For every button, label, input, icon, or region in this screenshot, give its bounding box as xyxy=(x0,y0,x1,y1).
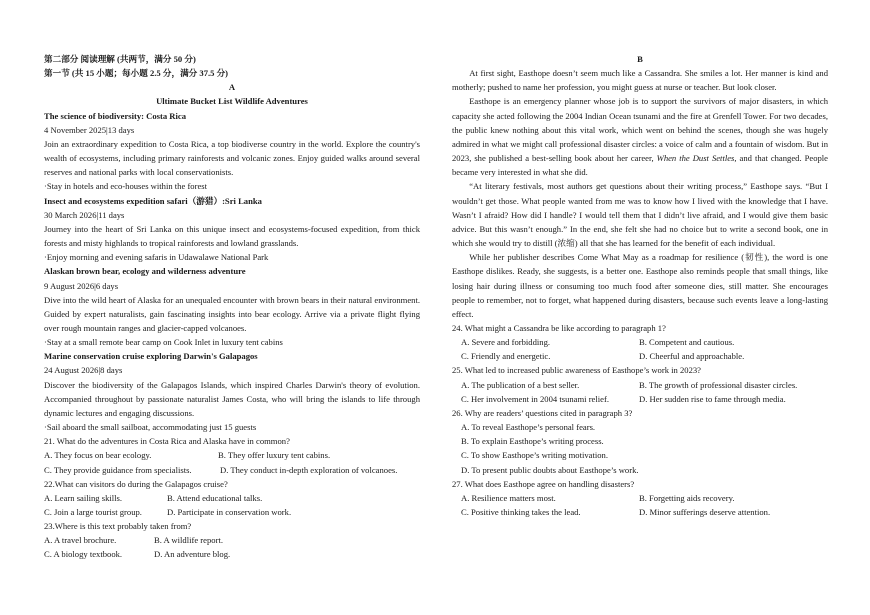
trip-note: ·Sail aboard the small sailboat, accommodating just 15 guests xyxy=(44,422,257,433)
trip-date: 4 November 2025|13 days xyxy=(44,124,135,135)
part-heading: 第二部分 阅读理解 (共两节，满分 50 分) xyxy=(44,54,196,64)
question-26 xyxy=(452,406,828,477)
option-a: A. To reveal Easthope’s personal fears. xyxy=(461,422,596,433)
question-stem: 27. What does Easthope agree on handling disasters? xyxy=(452,478,635,489)
option-a: A. They focus on bear ecology. xyxy=(44,450,152,461)
option-c: C. Her involvement in 2004 tsunami relief. xyxy=(461,393,609,404)
option-b: B. A wildlife report. xyxy=(154,535,223,546)
question-stem: 26. Why are readers’ questions cited in paragraph 3? xyxy=(452,407,633,418)
option-d: D. Participate in conservation work. xyxy=(167,507,292,517)
trip-note: ·Stay at a small remote bear camp on Cook Inlet in luxury tent cabins xyxy=(44,337,283,348)
option-a: A. Resilience matters most. xyxy=(461,492,556,503)
question-stem: 23.Where is this text probably taken from? xyxy=(44,521,192,532)
passage-a-title: Ultimate Bucket List Wildlife Adventures xyxy=(156,96,308,107)
option-b: B. The growth of professional disaster circles. xyxy=(639,379,798,390)
option-b: B. To explain Easthope’s writing process. xyxy=(461,436,604,447)
question-22 xyxy=(44,477,420,519)
book-title: When the Dust Settles xyxy=(656,153,735,164)
question-23 xyxy=(44,519,420,561)
trip-galapagos xyxy=(44,349,420,434)
trip-note: ·Stay in hotels and eco-houses within the forest xyxy=(44,181,208,192)
option-d: D. To present public doubts about Easthope’s work. xyxy=(461,464,639,475)
trip-name: Alaskan brown bear, ecology and wilderness adventure xyxy=(44,266,246,277)
option-b: B. Forgetting aids recovery. xyxy=(639,492,735,503)
option-d: D. Her sudden rise to fame through media. xyxy=(639,393,786,404)
option-b: B. Attend educational talks. xyxy=(167,492,263,503)
question-stem: 21. What do the adventures in Costa Rica and Alaska have in common? xyxy=(44,436,290,447)
trip-description: Journey into the heart of Sri Lanka on this unique insect and ecosystems-focused expedition, from thick forests and misty highlands to tropical rainforests and lowland grasslands. xyxy=(44,223,420,249)
trip-alaska xyxy=(44,264,420,349)
trip-date: 30 March 2026|11 days xyxy=(44,209,125,220)
option-a: A. Learn sailing skills. xyxy=(44,492,123,503)
trip-date: 9 August 2026|6 days xyxy=(44,280,119,291)
option-c: C. Join a large tourist group. xyxy=(44,507,142,517)
option-d: D. An adventure blog. xyxy=(154,549,231,560)
passage-b-label: B xyxy=(637,54,643,64)
paragraph-2 xyxy=(452,94,828,179)
trip-name: Insect and ecosystems expedition safari（游猎）:Sri Lanka xyxy=(44,195,262,206)
option-b: B. Competent and cautious. xyxy=(639,337,735,348)
question-25 xyxy=(452,363,828,405)
option-a: A. The publication of a best seller. xyxy=(461,379,580,390)
option-b: B. They offer luxury tent cabins. xyxy=(218,450,331,461)
option-c: C. They provide guidance from specialists. xyxy=(44,464,192,475)
question-21 xyxy=(44,434,420,476)
trip-description: Dive into the wild heart of Alaska for an unequaled encounter with brown bears in their natural environment. Guided by expert naturalists, gain fascinating insights into bear ecology. Arrive via a private flight flying over rough mountain ranges and glacier-capped volcanoes. xyxy=(44,294,420,333)
left-column xyxy=(44,52,420,562)
passage-a-label: A xyxy=(228,82,236,93)
paragraph-2-text-end: , and that changed. People became very interested in what she did. xyxy=(452,153,828,178)
option-c: C. Positive thinking takes the lead. xyxy=(461,507,581,517)
paragraph-3: “At literary festivals, most authors get questions about their writing process,” Easthope says. “But I wouldn’t get those. What people wanted from me was to know how I lived with the knowledge that I have. Wasn’t I afraid? How did I handle? I would tell them that I didn’t live afraid, and I would give them basic advice. But this wasn’t enough.” In the end, she felt she had no choice but to write a second book, one in which she would try to distill (浓缩) all that she has learned for the benefit of each individual. xyxy=(452,181,828,249)
option-c: C. A biology textbook. xyxy=(44,549,123,560)
option-d: D. Minor sufferings deserve attention. xyxy=(639,507,771,517)
paragraph-1: At first sight, Easthope doesn’t seem much like a Cassandra. She smiles a lot. Her manner is kind and motherly; pushed to name her profession, you might guess at nurse or teacher. But look closer. xyxy=(452,68,828,93)
paragraph-4: While her publisher describes Come What May as a roadmap for resilience (韧性), the word is one Easthope dislikes. Ready, she suggests, is a better one. Easthope also reminds people that small things, like losing hair during illness or consuming too much food after someone dies, still matter. She encourages people to remember, not to forget, what happened during disasters, because such events leave a long-lasting effect. xyxy=(452,252,828,319)
question-stem: 22.What can visitors do during the Galapagos cruise? xyxy=(44,478,228,489)
option-a: A. A travel brochure. xyxy=(44,535,117,546)
trip-description: Join an extraordinary expedition to Costa Rica, a top biodiverse country in the world. Explore the country's wealth of ecosystems, including primary rainforests and volcanic zones. Enjoy guided walks around several reserves and national parks with local conservationists. xyxy=(44,138,420,178)
question-stem: 24. What might a Cassandra be like according to paragraph 1? xyxy=(452,322,666,333)
trip-date: 24 August 2026|8 days xyxy=(44,365,123,376)
option-a: A. Severe and forbidding. xyxy=(461,337,551,348)
trip-costa-rica xyxy=(44,109,420,194)
trip-name: The science of biodiversity: Costa Rica xyxy=(44,110,187,121)
option-d: D. They conduct in-depth exploration of volcanoes. xyxy=(220,464,398,475)
option-c: C. Friendly and energetic. xyxy=(461,351,551,362)
section-heading: 第一节 (共 15 小题；每小题 2.5 分，满分 37.5 分) xyxy=(44,68,229,79)
trip-description: Discover the biodiversity of the Galapagos Islands, which inspired Charles Darwin's theory of evolution. Accompanied throughout by passionate naturalist James Costa, who will bring the islands to life through dynamic lectures and engaging discussions. xyxy=(44,379,420,418)
question-27 xyxy=(452,477,828,519)
option-c: C. To show Easthope’s writing motivation. xyxy=(461,450,608,461)
question-stem: 25. What led to increased public awareness of Easthope’s work in 2023? xyxy=(452,365,701,376)
paragraph-2-text: Easthope is an emergency planner whose job is to support the survivors of major disasters, in which capacity she acted following the 2004 Indian Ocean tsunami and the fire at Grenfell Tower. For two decades, the public knew nothing about this vital work, which went on behind the scenes, though she was hugely admired in what we might call professional disaster circles: a voice of calm and a fountain of wisdom. But in 2023, she published a best-selling book about her career, xyxy=(452,96,828,164)
question-24 xyxy=(452,321,828,363)
trip-sri-lanka xyxy=(44,194,420,265)
trip-name: Marine conservation cruise exploring Darwin's Galapagos xyxy=(44,351,258,362)
option-d: D. Cheerful and approachable. xyxy=(639,351,745,362)
trip-note: ·Enjoy morning and evening safaris in Udawalawe National Park xyxy=(44,252,269,263)
right-column xyxy=(452,52,828,519)
